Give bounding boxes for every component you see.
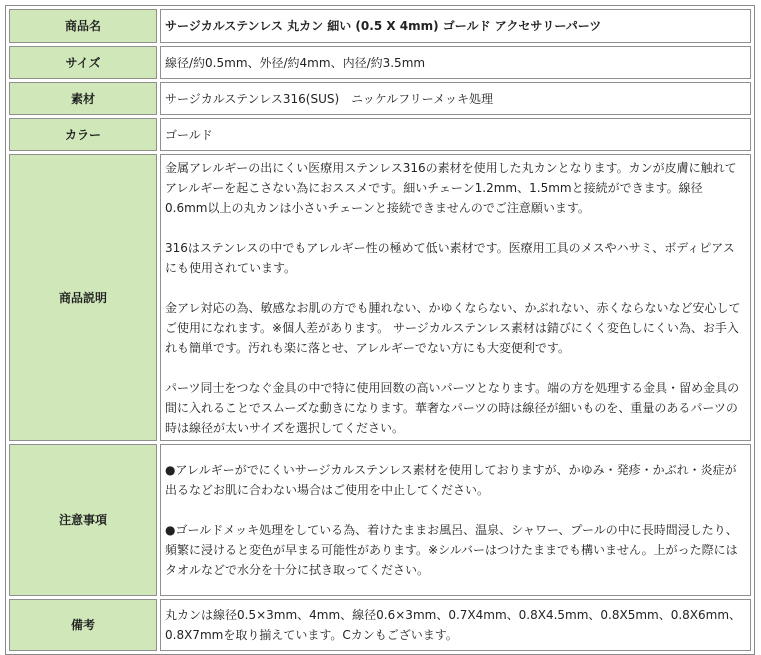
description-paragraph-2: 316はステンレスの中でもアレルギー性の極めて低い素材です。医療用工具のメスやハサミ、ボディピアスにも使用されています。: [165, 240, 735, 275]
product-spec-table: [5, 5, 755, 655]
label-notes: 備考: [9, 599, 157, 651]
row-size: [9, 46, 751, 79]
description-paragraph-3: 金アレ対応の為、敏感なお肌の方でも腫れない、かゆくならない、かぶれない、赤くならないなど安心してご使用になれます。※個人差があります。 サージカルステンレス素材は錆びにくく変色しにくい為、お手入れも簡単です。汚れも楽に落とせ、アレルギーでない方にも大変便利です。: [165, 300, 741, 355]
value-size: 線径/約0.5mm、外径/約4mm、内径/約3.5mm: [160, 46, 751, 79]
row-notes: [9, 599, 751, 651]
value-product-name: サージカルステンレス 丸カン 細い (0.5 X 4mm) ゴールド アクセサリーパーツ: [160, 9, 751, 43]
row-material: [9, 82, 751, 115]
row-product-name: [9, 9, 751, 43]
description-paragraph-4: パーツ同士をつなぐ金具の中で特に使用回数の高いパーツとなります。端の方を処理する金具・留め金具の間に入れることでスムーズな動きになります。華奢なパーツの時は線径が細いものを、重量のあるパーツの時は線径が太いサイズを選択してください。: [165, 380, 740, 435]
description-paragraph-1: 金属アレルギーの出にくい医療用ステンレス316の素材を使用した丸カンとなります。カンが皮膚に触れてアレルギーを起こさない為におススメです。細いチェーン1.2mm、1.5mmと接続ができます。線径0.6mm以上の丸カンは小さいチェーンと接続できませんのでご注意願います。: [165, 160, 737, 215]
value-cautions: [160, 444, 751, 596]
caution-paragraph-2: ●ゴールドメッキ処理をしている為、着けたままお風呂、温泉、シャワー、プールの中に長時間浸したり、頻繁に浸けると変色が早まる可能性があります。※シルバーはつけたままでも構いません。上がった際にはタオルなどで水分を十分に拭き取ってください。: [165, 523, 738, 577]
label-description: 商品説明: [9, 154, 157, 441]
value-color: ゴールド: [160, 118, 751, 151]
label-size: サイズ: [9, 46, 157, 79]
row-description: [9, 154, 751, 441]
value-material: サージカルステンレス316(SUS) ニッケルフリーメッキ処理: [160, 82, 751, 115]
row-cautions: [9, 444, 751, 596]
label-color: カラー: [9, 118, 157, 151]
value-description: [160, 154, 751, 441]
label-cautions: 注意事項: [9, 444, 157, 596]
label-product-name: 商品名: [9, 9, 157, 43]
row-color: [9, 118, 751, 151]
label-material: 素材: [9, 82, 157, 115]
value-notes: 丸カンは線径0.5×3mm、4mm、線径0.6×3mm、0.7X4mm、0.8X4.5mm、0.8X5mm、0.8X6mm、0.8X7mmを取り揃えています。Cカンもございます。: [160, 599, 751, 651]
caution-paragraph-1: ●アレルギーがでにくいサージカルステンレス素材を使用しておりますが、かゆみ・発疹・かぶれ・炎症が出るなどお肌に合わない場合はご使用を中止してください。: [165, 463, 737, 497]
